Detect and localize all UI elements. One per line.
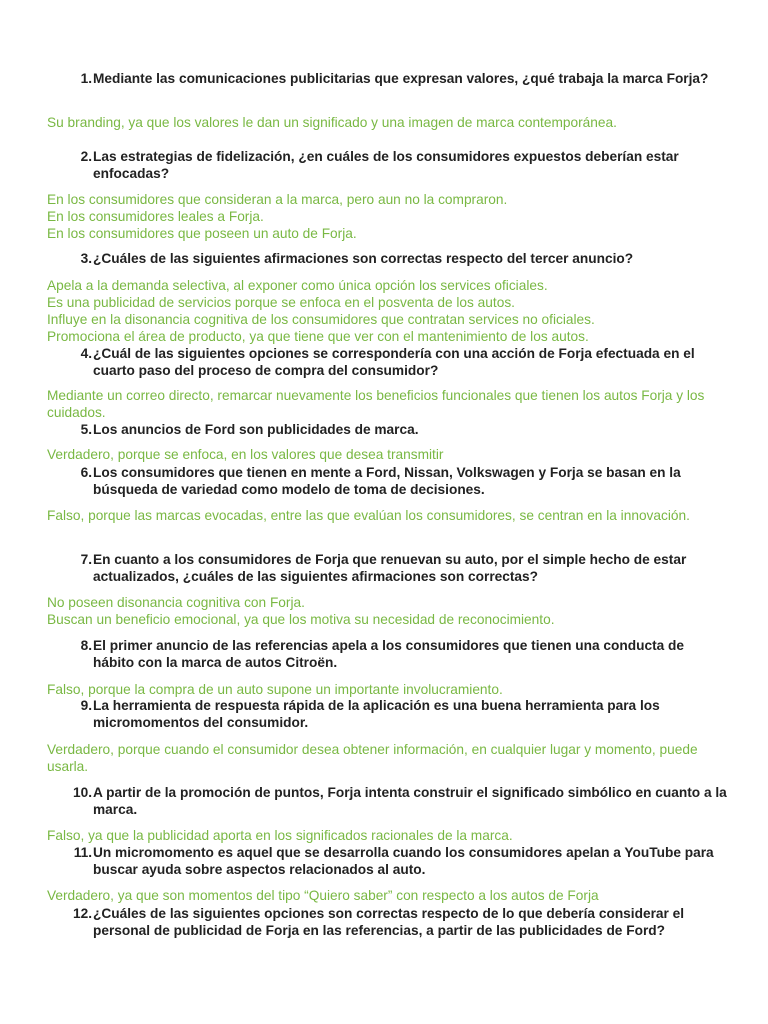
answer-line: Verdadero, ya que son momentos del tipo “Quiero saber” con respecto a los autos de Forja — [47, 888, 599, 903]
answer-block-2 — [47, 191, 727, 242]
question-number: 7. — [80, 552, 92, 567]
question-10 — [68, 784, 728, 818]
question-text: ¿Cuáles de las siguientes afirmaciones son correctas respecto del tercer anuncio? — [93, 251, 634, 266]
question-1 — [68, 70, 728, 87]
question-12 — [68, 905, 728, 939]
question-number: 8. — [80, 638, 92, 653]
question-text: Los anuncios de Ford son publicidades de marca. — [93, 422, 419, 437]
answer-line: Falso, ya que la publicidad aporta en los significados racionales de la marca. — [47, 828, 513, 843]
answer-line: Su branding, ya que los valores le dan un significado y una imagen de marca contemporánea. — [47, 115, 617, 130]
answer-line: Promociona el área de producto, ya que tiene que ver con el mantenimiento de los autos. — [47, 329, 589, 345]
answer-line: Apela a la demanda selectiva, al exponer como única opción los services oficiales. — [47, 278, 548, 293]
question-11 — [68, 844, 728, 878]
question-text: Un micromomento es aquel que se desarrolla cuando los consumidores apelan a YouTube para buscar ayuda sobre aspectos relacionados al auto. — [93, 845, 714, 878]
answer-block-9 — [47, 741, 727, 775]
answer-block-5 — [47, 446, 727, 463]
answer-line: En los consumidores que poseen un auto de Forja. — [47, 226, 357, 242]
question-6 — [68, 464, 728, 498]
question-5 — [68, 421, 728, 438]
question-9 — [68, 697, 728, 731]
question-number: 10. — [72, 785, 92, 800]
answer-block-6 — [47, 507, 727, 524]
question-text: Mediante las comunicaciones publicitarias que expresan valores, ¿qué trabaja la marca Forja? — [93, 71, 709, 86]
question-text: En cuanto a los consumidores de Forja que renuevan su auto, por el simple hecho de estar actualizados, ¿cuáles de las siguientes afirmaciones son correctas? — [93, 552, 687, 585]
answer-line: Verdadero, porque se enfoca, en los valores que desea transmitir — [47, 447, 444, 462]
question-number: 6. — [80, 465, 92, 480]
answer-line: En los consumidores leales a Forja. — [47, 209, 264, 225]
answer-line: No poseen disonancia cognitiva con Forja. — [47, 595, 305, 610]
answer-block-11 — [47, 887, 727, 904]
answer-line: Buscan un beneficio emocional, ya que los motiva su necesidad de reconocimiento. — [47, 612, 555, 628]
question-number: 3. — [80, 251, 92, 266]
answer-line: Falso, porque las marcas evocadas, entre las que evalúan los consumidores, se centran en la innovación. — [47, 508, 690, 523]
answer-line: Falso, porque la compra de un auto supone un importante involucramiento. — [47, 682, 503, 697]
answer-line: En los consumidores que consideran a la marca, pero aun no la compraron. — [47, 192, 508, 207]
question-8 — [68, 637, 728, 671]
question-2 — [68, 148, 728, 182]
question-7 — [68, 551, 728, 585]
question-text: La herramienta de respuesta rápida de la aplicación es una buena herramienta para los micromomentos del consumidor. — [93, 698, 660, 731]
answer-line: Mediante un correo directo, remarcar nuevamente los beneficios funcionales que tienen los autos Forja y los cuidados. — [47, 388, 705, 421]
question-number: 1. — [80, 71, 92, 86]
question-number: 5. — [80, 422, 92, 437]
question-text: A partir de la promoción de puntos, Forja intenta construir el significado simbólico en cuanto a la marca. — [93, 785, 727, 818]
answer-block-8 — [47, 681, 727, 698]
answer-block-4 — [47, 387, 727, 421]
question-number: 12. — [72, 906, 92, 921]
answer-block-10 — [47, 827, 727, 844]
question-text: ¿Cuál de las siguientes opciones se correspondería con una acción de Forja efectuada en el cuarto paso del proceso de compra del consumidor? — [93, 346, 695, 379]
question-4 — [68, 345, 728, 379]
question-number: 11. — [73, 845, 92, 860]
question-text: ¿Cuáles de las siguientes opciones son correctas respecto de lo que debería considerar el personal de publicidad de Forja en las referencias, a partir de las publicidades de Ford? — [93, 906, 685, 939]
question-3 — [68, 250, 728, 267]
answer-line: Es una publicidad de servicios porque se enfoca en el posventa de los autos. — [47, 295, 515, 311]
answer-block-1 — [47, 114, 727, 131]
answer-line: Influye en la disonancia cognitiva de los consumidores que contratan services no oficiales. — [47, 312, 595, 328]
question-number: 9. — [80, 698, 92, 713]
question-text: El primer anuncio de las referencias apela a los consumidores que tienen una conducta de hábito con la marca de autos Citroën. — [93, 638, 685, 671]
answer-block-3 — [47, 277, 727, 345]
question-number: 2. — [80, 149, 92, 164]
question-text: Los consumidores que tienen en mente a Ford, Nissan, Volkswagen y Forja se basan en la búsqueda de variedad como modelo de toma de decisiones. — [93, 465, 681, 498]
question-text: Las estrategias de fidelización, ¿en cuáles de los consumidores expuestos deberían estar enfocadas? — [93, 149, 679, 182]
question-number: 4. — [80, 346, 92, 361]
answer-line: Verdadero, porque cuando el consumidor desea obtener información, en cualquier lugar y momento, puede usarla. — [47, 742, 698, 775]
answer-block-7 — [47, 594, 727, 628]
